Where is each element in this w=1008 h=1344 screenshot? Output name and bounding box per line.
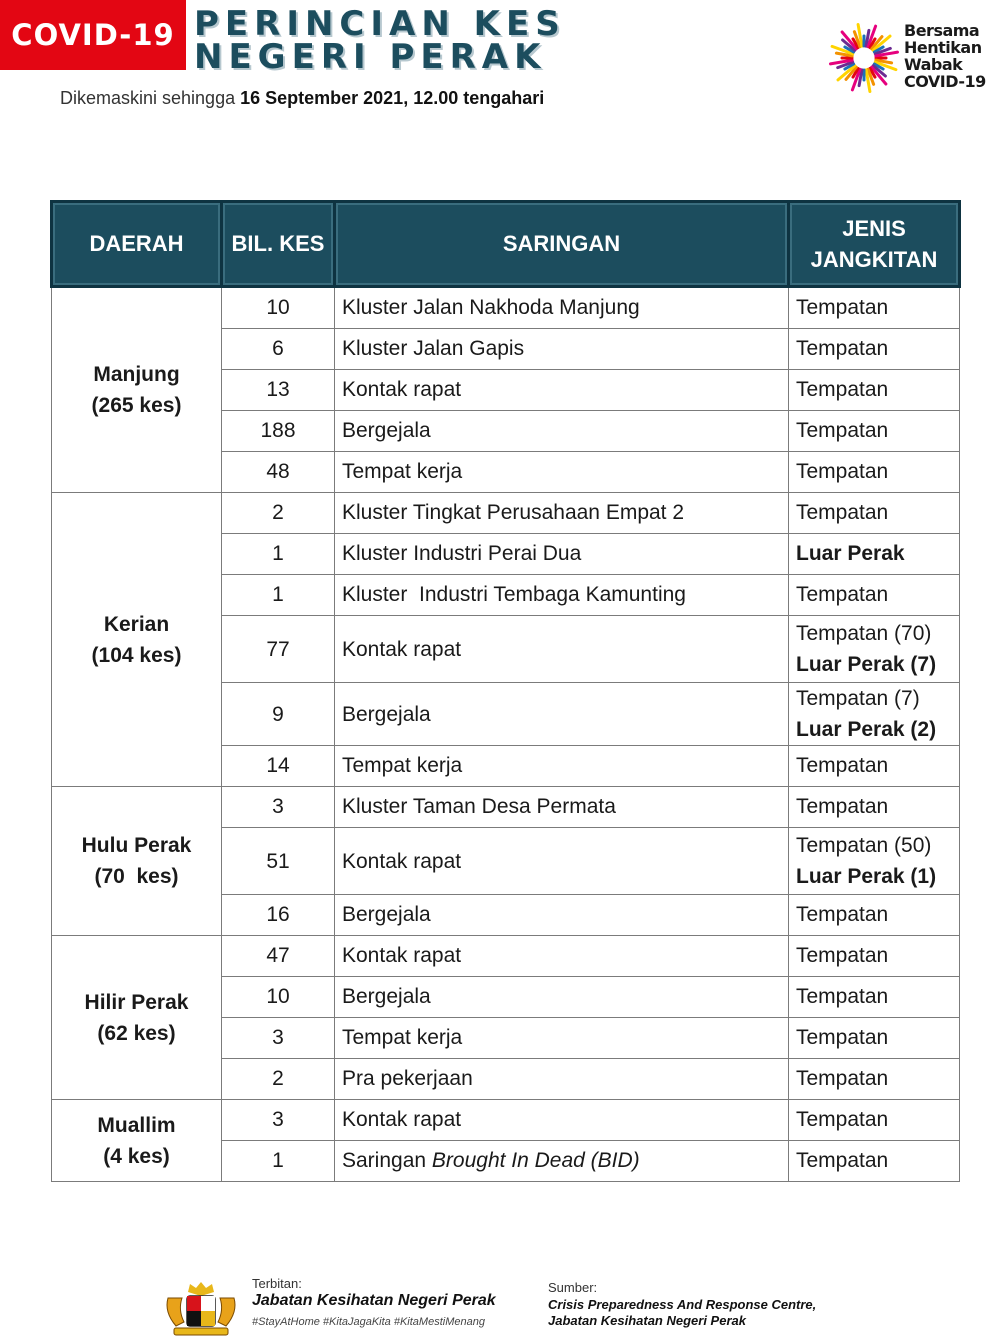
covid-badge <box>0 0 186 70</box>
bil-cell: 6 <box>222 329 335 370</box>
updated-prefix: Dikemaskini sehingga <box>60 88 241 108</box>
logo-line-2: Hentikan <box>904 38 982 57</box>
header-daerah: DAERAH <box>52 202 222 287</box>
jenis-cell: Tempatan <box>789 452 960 493</box>
saringan-cell: Bergejala <box>335 411 789 452</box>
bil-cell: 77 <box>222 616 335 683</box>
perak-crest-icon <box>162 1278 240 1338</box>
source-line-2: Jabatan Kesihatan Negeri Perak <box>548 1313 746 1328</box>
district-name: Kerian <box>103 612 170 636</box>
jenis-cell: Tempatan <box>789 895 960 936</box>
saringan-cell: Bergejala <box>335 895 789 936</box>
saringan-cell: Kluster Industri Perai Dua <box>335 534 789 575</box>
source-label: Sumber: <box>548 1280 598 1295</box>
jenis-outside: Luar Perak (1) <box>796 865 937 888</box>
saringan-cell: Tempat kerja <box>335 746 789 787</box>
saringan-cell: Bergejala <box>335 977 789 1018</box>
bil-cell: 3 <box>222 1018 335 1059</box>
jenis-cell: Tempatan <box>789 1018 960 1059</box>
updated-timestamp <box>60 88 544 109</box>
saringan-cell: Kontak rapat <box>335 1100 789 1141</box>
saringan-cell: Kluster Jalan Gapis <box>335 329 789 370</box>
header-saringan: SARINGAN <box>335 202 789 287</box>
bil-cell: 1 <box>222 575 335 616</box>
district-total: (70 kes) <box>94 865 179 888</box>
jenis-cell <box>789 683 960 746</box>
source-line-1: Crisis Preparedness And Response Centre, <box>548 1297 817 1312</box>
jenis-cell: Luar Perak <box>789 534 960 575</box>
jenis-cell: Tempatan <box>789 1059 960 1100</box>
district-cell <box>52 1100 222 1182</box>
header-jenis: JENIS <box>842 216 906 241</box>
saringan-cell: Tempat kerja <box>335 452 789 493</box>
jenis-cell: Tempatan <box>789 746 960 787</box>
district-name: Manjung <box>93 363 180 386</box>
bil-cell: 188 <box>222 411 335 452</box>
district-cell <box>52 787 222 936</box>
jenis-local: Tempatan (7) <box>796 687 920 710</box>
saringan-cell: Kluster Taman Desa Permata <box>335 787 789 828</box>
saringan-cell: Kluster Tingkat Perusahaan Empat 2 <box>335 493 789 534</box>
jenis-cell <box>789 828 960 895</box>
district-name: Muallim <box>97 1113 176 1137</box>
district-cell <box>52 287 222 493</box>
logo-line-4: COVID-19 <box>904 72 986 91</box>
saringan-cell <box>335 1141 789 1182</box>
page-title <box>194 4 566 77</box>
saringan-cell: Kluster Industri Tembaga Kamunting <box>335 575 789 616</box>
jenis-cell: Tempatan <box>789 575 960 616</box>
bil-cell: 2 <box>222 1059 335 1100</box>
jenis-cell: Tempatan <box>789 1100 960 1141</box>
bil-cell: 1 <box>222 534 335 575</box>
bil-cell: 14 <box>222 746 335 787</box>
saringan-cell: Kontak rapat <box>335 370 789 411</box>
saringan-cell: Kontak rapat <box>335 936 789 977</box>
district-total: (104 kes) <box>91 643 182 667</box>
district-total: (265 kes) <box>91 394 182 417</box>
bil-cell: 3 <box>222 1100 335 1141</box>
bil-cell: 2 <box>222 493 335 534</box>
table-header-row <box>52 202 960 287</box>
title-line-2: NEGERI PERAK <box>194 37 547 77</box>
bil-cell: 48 <box>222 452 335 493</box>
jenis-cell: Tempatan <box>789 411 960 452</box>
district-cell <box>52 936 222 1100</box>
jenis-cell: Tempatan <box>789 493 960 534</box>
hashtags: #StayAtHome #KitaJagaKita #KitaMestiMenang <box>252 1316 485 1328</box>
saringan-cell: Pra pekerjaan <box>335 1059 789 1100</box>
district-total: (62 kes) <box>97 1021 176 1045</box>
jenis-cell: Tempatan <box>789 977 960 1018</box>
saringan-cell: Kontak rapat <box>335 616 789 683</box>
title-line-1: PERINCIAN KES <box>194 4 566 44</box>
district-name: Hilir Perak <box>84 990 189 1014</box>
jenis-cell: Tempatan <box>789 787 960 828</box>
saringan-cell: Tempat kerja <box>335 1018 789 1059</box>
logo-text <box>904 22 986 90</box>
badge-text: COVID-19 <box>11 18 175 52</box>
publisher-name: Jabatan Kesihatan Negeri Perak <box>252 1292 496 1309</box>
saringan-italic-text: Brought In Dead (BID) <box>431 1149 640 1172</box>
saringan-text: Saringan <box>342 1149 432 1172</box>
bil-cell: 47 <box>222 936 335 977</box>
bil-cell: 16 <box>222 895 335 936</box>
bil-cell: 3 <box>222 787 335 828</box>
jenis-cell: Tempatan <box>789 936 960 977</box>
header-jenis-jangkitan <box>789 202 960 287</box>
saringan-cell: Bergejala <box>335 683 789 746</box>
district-cell <box>52 493 222 787</box>
jenis-local: Tempatan (70) <box>796 622 932 645</box>
sunburst-icon <box>826 18 902 98</box>
table-row <box>52 493 960 534</box>
publisher-label: Terbitan: <box>252 1276 302 1291</box>
bil-cell: 1 <box>222 1141 335 1182</box>
logo-line-1: Bersama <box>904 21 980 40</box>
updated-date: 16 September 2021, 12.00 tengahari <box>240 88 545 108</box>
bersama-hentikan-wabak-logo <box>826 18 996 102</box>
saringan-cell: Kluster Jalan Nakhoda Manjung <box>335 287 789 329</box>
jenis-cell <box>789 616 960 683</box>
table-row <box>52 1100 960 1141</box>
logo-line-3: Wabak <box>904 55 963 74</box>
bil-cell: 13 <box>222 370 335 411</box>
jenis-cell: Tempatan <box>789 370 960 411</box>
jenis-outside: Luar Perak (2) <box>796 718 937 741</box>
table-row <box>52 936 960 977</box>
header-bil-kes: BIL. KES <box>222 202 335 287</box>
district-name: Hulu Perak <box>81 834 192 857</box>
header-jangkitan: JANGKITAN <box>810 247 938 272</box>
jenis-cell: Tempatan <box>789 329 960 370</box>
case-table <box>50 200 961 1182</box>
bil-cell: 10 <box>222 977 335 1018</box>
jenis-outside: Luar Perak (7) <box>796 653 937 676</box>
bil-cell: 51 <box>222 828 335 895</box>
saringan-cell: Kontak rapat <box>335 828 789 895</box>
jenis-cell: Tempatan <box>789 287 960 329</box>
bil-cell: 10 <box>222 287 335 329</box>
jenis-cell: Tempatan <box>789 1141 960 1182</box>
jenis-local: Tempatan (50) <box>796 834 932 857</box>
bil-cell: 9 <box>222 683 335 746</box>
table-row <box>52 787 960 828</box>
district-total: (4 kes) <box>103 1144 170 1168</box>
table-row <box>52 287 960 329</box>
